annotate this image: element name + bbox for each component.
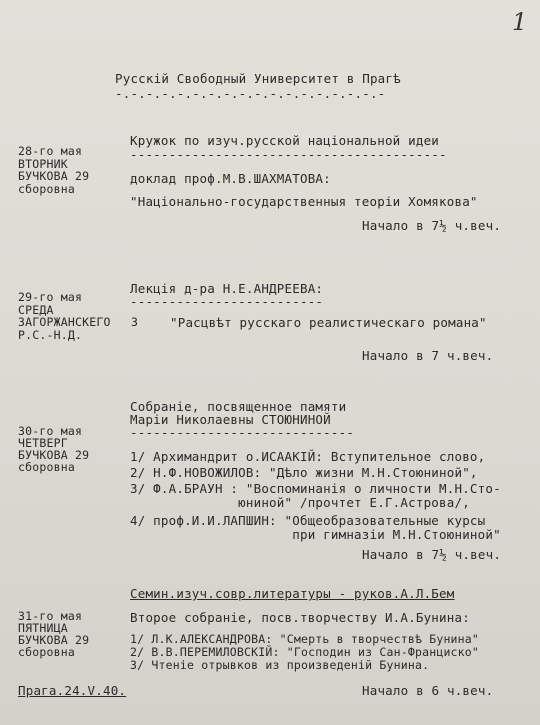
document-title: Русскій Свободный Университет в Прагѣ: [115, 71, 401, 86]
page-number: 1: [512, 8, 528, 36]
event4-weekday: ПЯТНИЦА: [18, 621, 68, 635]
event1-date: 28-го мая: [18, 144, 83, 158]
event4-title: Семин.изуч.совр.литературы - руков.А.Л.Бем: [130, 586, 455, 601]
event2-room: 3: [131, 315, 139, 329]
event2-date: 29-го мая: [18, 290, 83, 304]
event4-item: 2/ В.В.ПЕРЕМИЛОВСКІЙ: "Господин из Сан-Франциско": [130, 645, 480, 659]
event1-speaker: доклад проф.М.В.ШАХМАТОВА:: [130, 171, 331, 186]
event1-start: Начало в 7½ ч.веч.: [362, 218, 502, 233]
event4-item: 1/ Л.К.АЛЕКСАНДРОВА: "Смерть в творчествѣ Бунина": [130, 632, 480, 646]
event2-start: Начало в 7 ч.веч.: [362, 348, 494, 363]
title-dashes: -.-.-.-.-.-.-.-.-.-.-.-.-.-.-.-.-.-: [115, 86, 386, 101]
event4-start: Начало в 6 ч.веч.: [362, 683, 494, 698]
event2-title: Лекція д-ра Н.Е.АНДРЕЕВА:: [130, 281, 324, 296]
event4-subtitle: Второе собраніе, посв.творчеству И.А.Бунина:: [130, 610, 470, 625]
event1-place: БУЧКОВА 29: [18, 169, 90, 183]
event3-start: Начало в 7½ ч.веч.: [362, 547, 502, 562]
event3-title-name: Маріи Николаевны СТОЮНИНОЙ: [130, 412, 331, 427]
event1-title: Кружок по изуч.русской національной идеи: [130, 133, 440, 148]
event4-room: сборовна: [18, 645, 75, 659]
event1-topic: "Національно-государственныя теоріи Хомякова": [130, 194, 478, 209]
event2-weekday: СРЕДА: [18, 303, 54, 317]
event2-org: Р.С.-Н.Д.: [18, 328, 83, 342]
event3-room: сборовна: [18, 460, 75, 474]
event3-weekday: ЧЕТВЕРГ: [18, 436, 68, 450]
event3-item: юниной" /прочтет Е.Г.Астрова/,: [130, 495, 470, 510]
event3-item: при гимназіи М.Н.Стоюниной": [130, 527, 501, 542]
event4-item: 3/ Чтеніе отрывков из произведеній Бунина.: [130, 658, 430, 672]
document-date: Прага.24.V.40.: [18, 683, 127, 698]
event4-date: 31-го мая: [18, 609, 83, 623]
event3-item: 3/ Ф.А.БРАУН : "Воспоминанія о личности М.Н.Сто-: [130, 481, 501, 496]
event2-place: ЗАГОРЖАНСКЕГО: [18, 315, 111, 329]
event3-underline: -----------------------------: [130, 425, 355, 440]
event1-weekday: ВТОРНИК: [18, 157, 68, 171]
event2-underline: -------------------------: [130, 294, 324, 309]
event4-place: БУЧКОВА 29: [18, 633, 90, 647]
event3-title: Собраніе, посвященное памяти: [130, 399, 347, 414]
event3-item: 2/ Н.Ф.НОВОЖИЛОВ: "Дѣло жизни М.Н.Стоюниной",: [130, 465, 478, 480]
event3-place: БУЧКОВА 29: [18, 448, 90, 462]
event3-date: 30-го мая: [18, 424, 83, 438]
event1-room: сборовна: [18, 182, 75, 196]
event1-underline: -----------------------------------------: [130, 147, 447, 162]
event3-item: 4/ проф.И.И.ЛАПШИН: "Общеобразовательные курсы: [130, 513, 486, 528]
event3-item: 1/ Архимандрит о.ИСААКІЙ: Вступительное слово,: [130, 449, 486, 464]
event2-topic: "Расцвѣт русскаго реалистическаго романа": [170, 315, 487, 330]
